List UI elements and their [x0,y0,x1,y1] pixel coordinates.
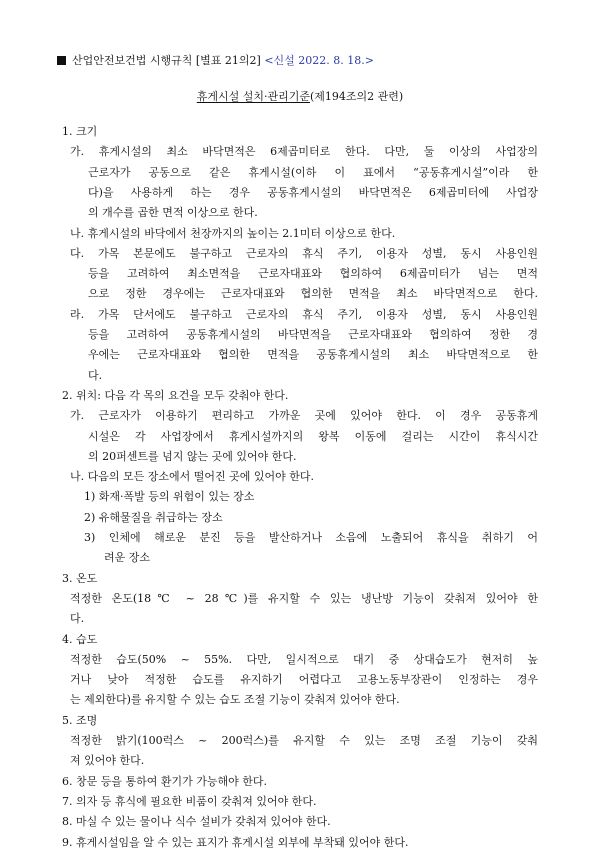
text-line: 적정한 습도(50% ~ 55%. 다만, 일시적으로 대기 중 상대습도가 현저히 높 [70,652,538,666]
title-ref: (제194조의2 관련) [310,90,404,103]
law-reference: 산업안전보건법 시행규칙 [별표 21의2] [72,54,261,67]
text-line: 가. 근로자가 이용하기 편리하고 가까운 곳에 있어야 한다. 이 경우 공동휴게 [70,409,538,423]
section-heading-location: 2. 위치: 다음 각 목의 요건을 모두 갖춰야 한다. [62,388,289,402]
text-line: 등을 고려하여 최소면적을 근로자대표와 협의하여 6제곱미터가 넘는 면적 [88,267,538,281]
text-line: 라. 가목 단서에도 불구하고 근로자의 휴식 주기, 이용자 성별, 동시 사용인원 [70,307,538,321]
text-line: 나. 휴게시설의 바닥에서 천장까지의 높이는 2.1미터 이상으로 한다. [70,226,396,240]
text-line: 적정한 온도(18℃ ~ 28℃)를 유지할 수 있는 냉난방 기능이 갖춰져 있어야 한 [70,591,538,605]
text-line: 가. 휴게시설의 최소 바닥면적은 6제곱미터로 한다. 다만, 둘 이상의 사업장의 [70,145,538,159]
text-line: 나. 다음의 모든 장소에서 떨어진 곳에 있어야 한다. [70,470,314,484]
text-line: 려운 장소 [104,551,151,565]
section-heading-temperature: 3. 온도 [62,571,98,585]
text-line: 2) 유해물질을 취급하는 장소 [84,510,223,524]
text-line: 의 20퍼센트를 넘지 않는 곳에 있어야 한다. [88,449,297,463]
title-main: 휴게시설 설치·관리기준 [196,90,311,103]
text-line: 으로 정한 경우에는 근로자대표와 협의한 면적을 최소 바닥면적으로 한다. [88,287,538,301]
text-line: 는 제외한다)를 유지할 수 있는 습도 조절 기능이 갖춰져 있어야 한다. [70,693,400,707]
square-bullet-icon [57,56,66,65]
text-line: 다. 가목 본문에도 불구하고 근로자의 휴식 주기, 이용자 성별, 동시 사용인원 [70,246,538,260]
section-item-signage: 9. 휴게시설임을 알 수 있는 표지가 휴게시설 외부에 부착돼 있어야 한다. [62,835,409,849]
text-line: 근로자가 공동으로 같은 휴게시설(이하 이 표에서 “공동휴게시설”이라 한 [88,165,538,179]
text-line: 시설은 각 사업장에서 휴게시설까지의 왕복 이동에 걸리는 시간이 휴식시간 [88,429,538,443]
section-item-furniture: 7. 의자 등 휴식에 필요한 비품이 갖춰져 있어야 한다. [62,794,317,808]
section-heading-size: 1. 크기 [62,125,98,138]
text-line: 다)을 사용하게 하는 경우 공동휴게시설의 바닥면적은 6제곱미터에 사업장 [88,185,538,199]
text-line: 등을 고려하여 공동휴게시설의 바닥면적을 근로자대표와 협의하여 정한 경 [88,328,538,341]
section-heading-humidity: 4. 습도 [62,632,98,646]
section-item-water: 8. 마실 수 있는 물이나 식수 설비가 갖춰져 있어야 한다. [62,815,331,829]
revision-note: <신설 2022. 8. 18.> [264,54,374,67]
text-line: 다. [88,368,103,382]
text-line: 적정한 밝기(100럭스 ~ 200럭스)를 유지할 수 있는 조명 조절 기능이 갖춰 [70,734,538,747]
text-line: 거나 낮아 적정한 습도를 유지하기 어렵다고 고용노동부장관이 인정하는 경우 [70,673,538,687]
section-heading-lighting: 5. 조명 [62,713,98,727]
text-line: 다. [70,612,85,626]
text-line: 우에는 근로자대표와 협의한 면적을 공동휴게시설의 최소 바닥면적으로 한 [88,348,538,362]
document-title [0,88,600,104]
text-line: 의 개수를 곱한 면적 이상으로 한다. [88,206,258,220]
document-header [57,52,374,68]
text-line: 1) 화재·폭발 등의 위험이 있는 장소 [84,490,255,504]
text-line: 3) 인체에 해로운 분진 등을 발산하거나 소음에 노출되어 휴식을 취하기 어 [84,531,538,544]
text-line: 져 있어야 한다. [70,754,145,768]
section-item-ventilation: 6. 창문 등을 통하여 환기가 가능해야 한다. [62,774,267,788]
